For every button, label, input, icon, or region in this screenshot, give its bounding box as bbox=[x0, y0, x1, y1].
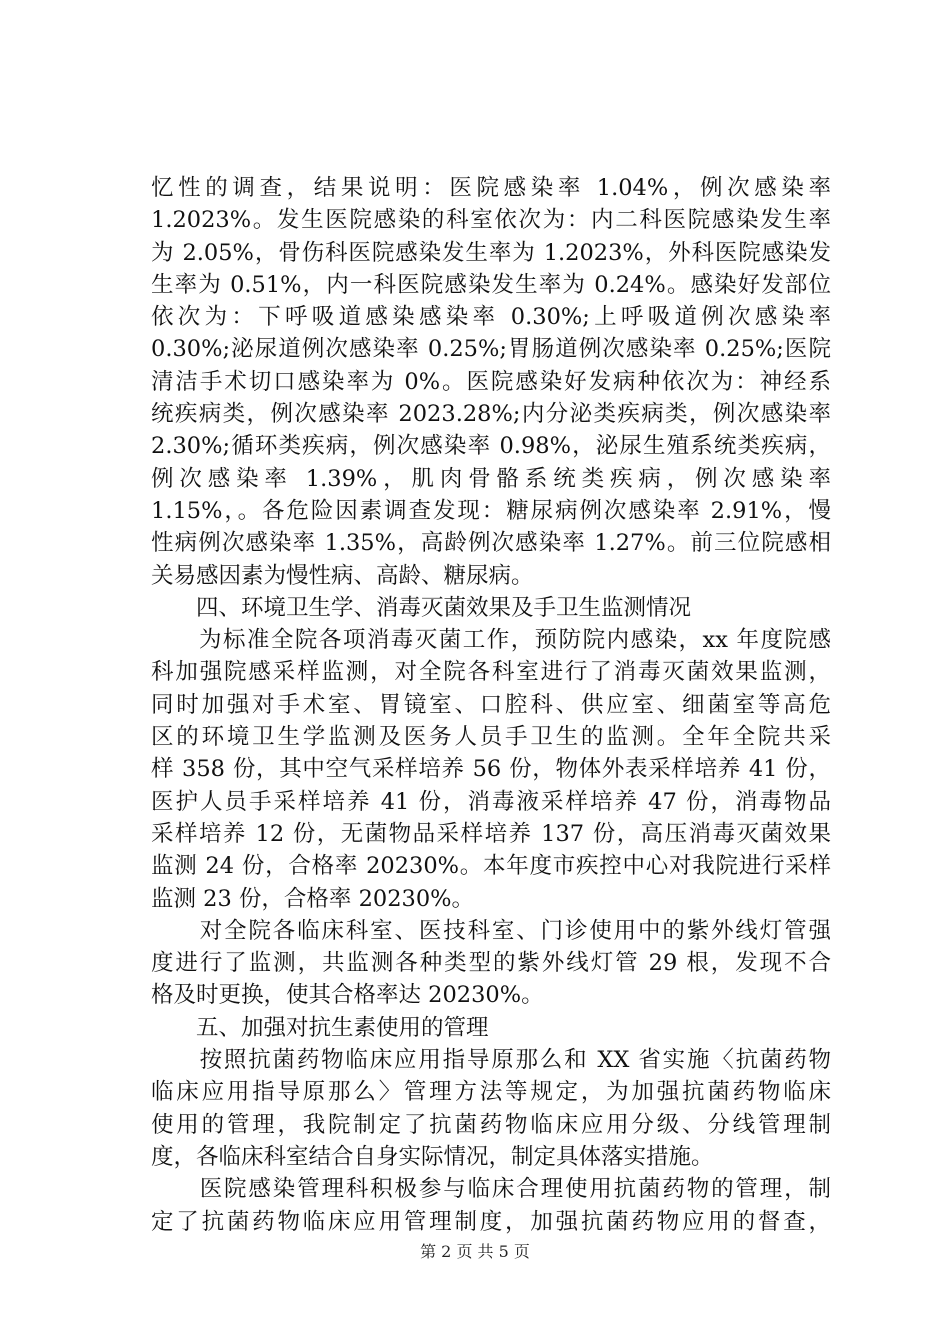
text-line: 采样培养 12 份，无菌物品采样培养 137 份，高压消毒灭菌效果 bbox=[151, 820, 831, 847]
text-line: 定了抗菌药物临床应用管理制度，加强抗菌药物应用的督查， bbox=[151, 1208, 831, 1235]
text-line: 度进行了监测，共监测各种类型的紫外线灯管 29 根，发现不合 bbox=[151, 950, 831, 977]
text-line: 清洁手术切口感染率为 0%。医院感染好发病种依次为：神经系 bbox=[151, 368, 831, 395]
text-line: 忆性的调查，结果说明：医院感染率 1.04%，例次感染率 bbox=[151, 175, 831, 201]
text-line: 例次感染率 1.39%，肌肉骨骼系统类疾病，例次感染率 bbox=[151, 465, 831, 492]
text-line: 按照抗菌药物临床应用指导原那么和 XX 省实施〈抗菌药物 bbox=[151, 1047, 831, 1074]
text-line: 关易感因素为慢性病、高龄、糖尿病。 bbox=[151, 562, 534, 589]
text-line: 依次为：下呼吸道感染感染率 0.30%;上呼吸道例次感染率 bbox=[151, 304, 831, 331]
text-line: 医院感染管理科积极参与临床合理使用抗菌药物的管理，制 bbox=[151, 1176, 831, 1203]
text-line: 性病例次感染率 1.35%，高龄例次感染率 1.27%。前三位院感相 bbox=[151, 530, 831, 557]
text-line: 临床应用指导原那么〉管理方法等规定，为加强抗菌药物临床 bbox=[151, 1079, 831, 1106]
text-line: 生率为 0.51%，内一科医院感染发生率为 0.24%。感染好发部位 bbox=[151, 271, 831, 298]
text-line: 格及时更换，使其合格率达 20230%。 bbox=[151, 982, 544, 1009]
text-line: 使用的管理，我院制定了抗菌药物临床应用分级、分线管理制 bbox=[151, 1111, 831, 1138]
text-line: 四、环境卫生学、消毒灭菌效果及手卫生监测情况 bbox=[151, 594, 692, 621]
text-line: 五、加强对抗生素使用的管理 bbox=[151, 1014, 489, 1041]
text-line: 对全院各临床科室、医技科室、门诊使用中的紫外线灯管强 bbox=[151, 917, 831, 944]
text-line: 医护人员手采样培养 41 份，消毒液采样培养 47 份，消毒物品 bbox=[151, 788, 831, 815]
text-line: 监测 23 份，合格率 20230%。 bbox=[151, 885, 475, 912]
page-footer: 第 2 页 共 5 页 bbox=[420, 1242, 530, 1261]
text-line: 为 2.05%，骨伤科医院感染发生率为 1.2023%，外科医院感染发 bbox=[151, 239, 831, 266]
text-line: 监测 24 份，合格率 20230%。本年度市疾控中心对我院进行采样 bbox=[151, 853, 831, 880]
text-line: 0.30%;泌尿道例次感染率 0.25%;胃肠道例次感染率 0.25%;医院 bbox=[151, 336, 831, 363]
text-line: 1.2023%。发生医院感染的科室依次为：内二科医院感染发生率 bbox=[151, 207, 831, 234]
text-line: 科加强院感采样监测，对全院各科室进行了消毒灭菌效果监测， bbox=[151, 659, 831, 686]
document-body bbox=[151, 172, 831, 1238]
text-line: 样 358 份，其中空气采样培养 56 份，物体外表采样培养 41 份， bbox=[151, 756, 831, 783]
text-line: 2.30%;循环类疾病，例次感染率 0.98%，泌尿生殖系统类疾病， bbox=[151, 433, 831, 460]
text-line: 度，各临床科室结合自身实际情况，制定具体落实措施。 bbox=[151, 1143, 714, 1170]
text-line: 统疾病类，例次感染率 2023.28%;内分泌类疾病类，例次感染率 bbox=[151, 401, 831, 428]
text-line: 1.15%，。各危险因素调查发现：糖尿病例次感染率 2.91%，慢 bbox=[151, 497, 831, 524]
text-line: 同时加强对手术室、胃镜室、口腔科、供应室、细菌室等高危 bbox=[151, 691, 831, 718]
text-line: 为标准全院各项消毒灭菌工作，预防院内感染，xx 年度院感 bbox=[151, 627, 831, 654]
text-line: 区的环境卫生学监测及医务人员手卫生的监测。全年全院共采 bbox=[151, 724, 831, 751]
